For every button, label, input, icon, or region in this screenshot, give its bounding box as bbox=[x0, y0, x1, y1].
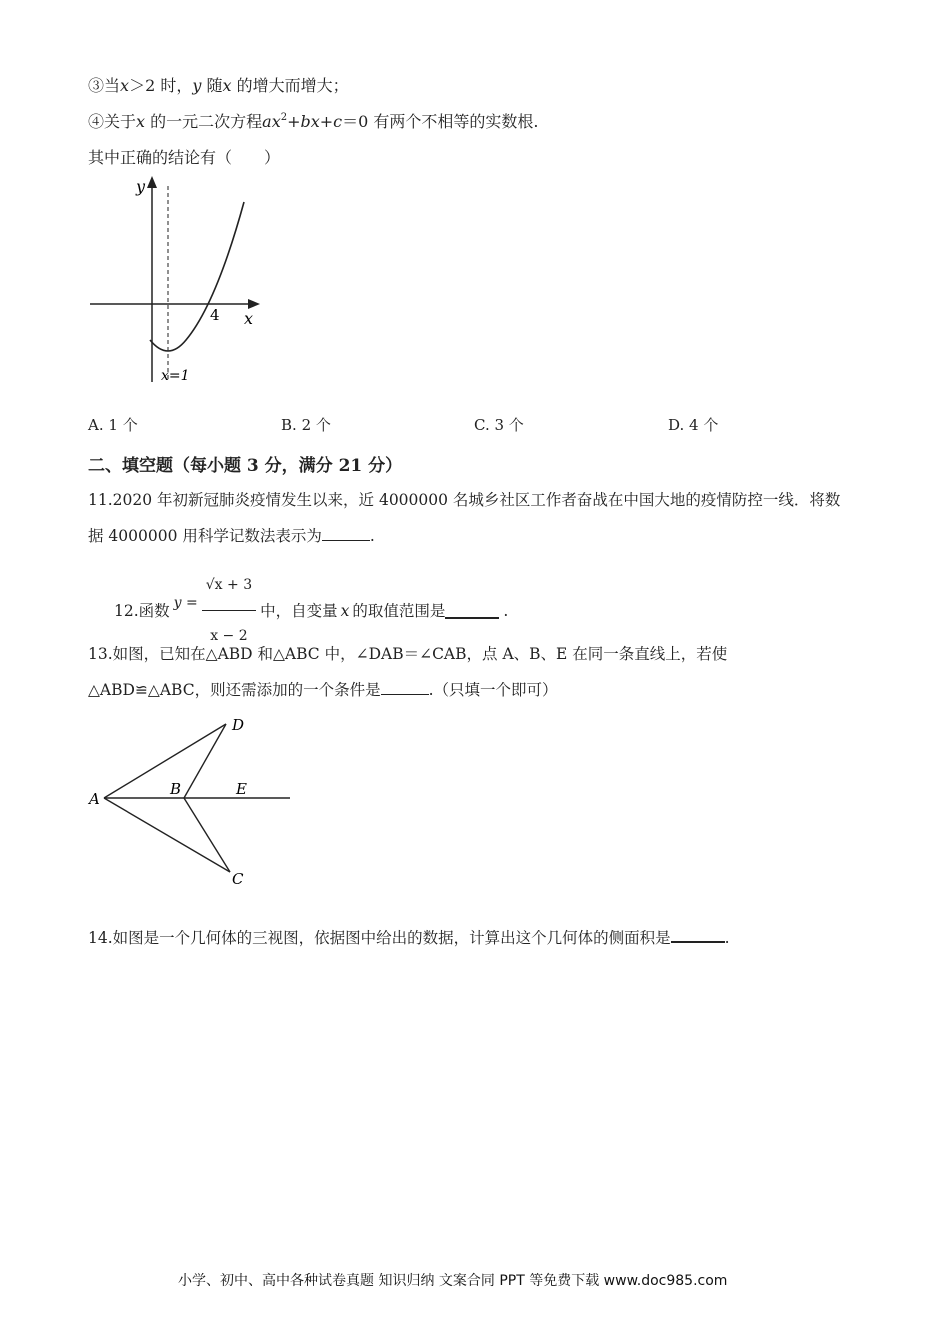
q14: 14.如图是一个几何体的三视图，依据图中给出的数据，计算出这个几何体的侧面积是 . bbox=[88, 929, 730, 947]
q11-line1: 11.2020 年初新冠肺炎疫情发生以来，近 4000000 名城乡社区工作者奋战在中国大地的疫情防控一线．将数 bbox=[88, 491, 841, 509]
symmetry-label: x=1 bbox=[161, 368, 190, 384]
statement-3: ③当x＞2 时，y 随x 的增大而增大； bbox=[88, 76, 349, 95]
q13-line1: 13.如图，已知在△ABD 和△ABC 中，∠DAB＝∠CAB，点 A、B、E 在同一条直线上，若使 bbox=[88, 645, 728, 663]
x-axis-arrow bbox=[248, 299, 260, 309]
segment-bd bbox=[184, 724, 226, 798]
option-a[interactable]: A. 1 个 bbox=[88, 416, 138, 434]
section-heading: 二、填空题（每小题 3 分，满分 21 分） bbox=[88, 456, 403, 476]
y-axis-arrow bbox=[147, 176, 157, 188]
triangle-diagram bbox=[86, 712, 296, 892]
answer-blank-13[interactable] bbox=[381, 680, 429, 695]
footer-text: 小学、初中、高中各种试卷真题 知识归纳 文案合同 PPT 等免费下载 www.doc985.com bbox=[178, 1273, 728, 1289]
option-d[interactable]: D. 4 个 bbox=[668, 416, 719, 434]
answer-blank-11[interactable] bbox=[322, 526, 370, 541]
q12: 12.函数 y = $\frac{√x + 3}{x - 2}$ 中，自变量 x 的取值范围是 . bbox=[114, 560, 508, 661]
option-c[interactable]: C. 3 个 bbox=[474, 416, 524, 434]
question-prompt: 其中正确的结论有（ ） bbox=[88, 148, 281, 167]
label-d: D bbox=[232, 716, 245, 734]
segment-ad bbox=[104, 724, 226, 798]
answer-blank-12[interactable] bbox=[445, 603, 499, 619]
option-b[interactable]: B. 2 个 bbox=[281, 416, 331, 434]
q13-line2: △ABD≌△ABC，则还需添加的一个条件是 .（只填一个即可） bbox=[88, 681, 558, 699]
q11-line2: 据 4000000 用科学记数法表示为 . bbox=[88, 527, 375, 545]
y-axis-label: y bbox=[136, 177, 146, 196]
segment-ac bbox=[104, 798, 230, 872]
label-b: B bbox=[170, 780, 182, 798]
statement-4: ④关于x 的一元二次方程$ax^2+bx+c=0$ 有两个不相等的实数根. bbox=[88, 112, 539, 131]
function-fraction: $\frac{√x + 3}{x - 2}$ bbox=[202, 560, 256, 661]
x-axis-label: x bbox=[244, 309, 254, 328]
label-a: A bbox=[89, 790, 100, 808]
parabola-curve bbox=[150, 202, 244, 351]
root-label: 4 bbox=[210, 306, 220, 324]
parabola-graph bbox=[86, 172, 276, 387]
segment-bc bbox=[184, 798, 230, 872]
label-e: E bbox=[236, 780, 247, 798]
answer-blank-14[interactable] bbox=[671, 927, 725, 943]
label-c: C bbox=[232, 870, 244, 888]
